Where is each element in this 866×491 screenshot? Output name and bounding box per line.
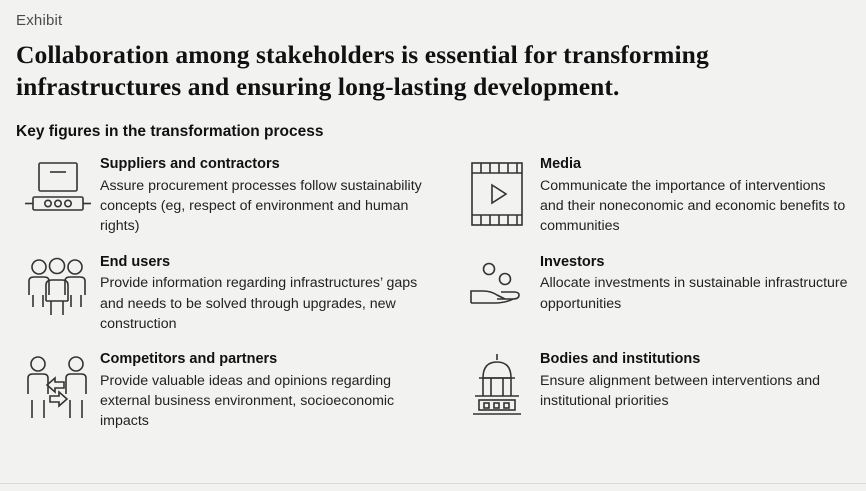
exhibit-headline: Collaboration among stakeholders is essential for transforming infrastructures and ensuring long-lasting development. xyxy=(16,40,709,102)
list-item xyxy=(454,350,852,431)
hand-with-coins-icon xyxy=(454,253,540,329)
list-item-description: Assure procurement processes follow sustainability concepts (eg, respect of environment and human rights) xyxy=(100,178,422,235)
list-item-text xyxy=(540,253,850,314)
list-item-description: Provide information regarding infrastructures’ gaps and needs to be solved through upgrades, new construction xyxy=(100,275,418,332)
exhibit-label: Exhibit xyxy=(16,12,63,29)
list-item-title: End users xyxy=(100,253,171,270)
list-item-title: Investors xyxy=(540,253,605,270)
list-item-title: Suppliers and contractors xyxy=(100,156,280,173)
list-item-description: Ensure alignment between interventions and institutional priorities xyxy=(540,372,820,409)
list-item-description: Communicate the importance of interventions and their noneconomic and economic benefits to communities xyxy=(540,178,846,235)
list-item-title: Competitors and partners xyxy=(100,350,278,367)
list-item-text xyxy=(540,350,850,411)
list-item-text xyxy=(100,253,430,334)
laptop-icon xyxy=(14,155,100,231)
footer-divider xyxy=(0,483,866,491)
government-building-icon xyxy=(454,350,540,426)
list-item xyxy=(14,253,454,334)
group-of-people-icon xyxy=(14,253,100,329)
list-item-description: Allocate investments in sustainable infrastructure opportunities xyxy=(540,275,848,312)
list-item xyxy=(14,350,454,431)
list-item xyxy=(454,253,852,334)
exhibit-subhead: Key figures in the transformation process xyxy=(16,123,324,141)
list-item xyxy=(14,155,454,236)
list-item-description: Provide valuable ideas and opinions regarding external business environment, socioeconomic impacts xyxy=(100,372,395,430)
list-item-text xyxy=(540,155,850,236)
stakeholder-grid xyxy=(14,155,852,431)
list-item-text xyxy=(100,350,430,431)
list-item-title: Bodies and institutions xyxy=(540,350,701,367)
list-item-title: Media xyxy=(540,156,582,173)
two-people-exchange-arrows-icon xyxy=(14,350,100,426)
film-strip-play-icon xyxy=(454,155,540,231)
list-item-text xyxy=(100,155,430,236)
list-item xyxy=(454,155,852,236)
